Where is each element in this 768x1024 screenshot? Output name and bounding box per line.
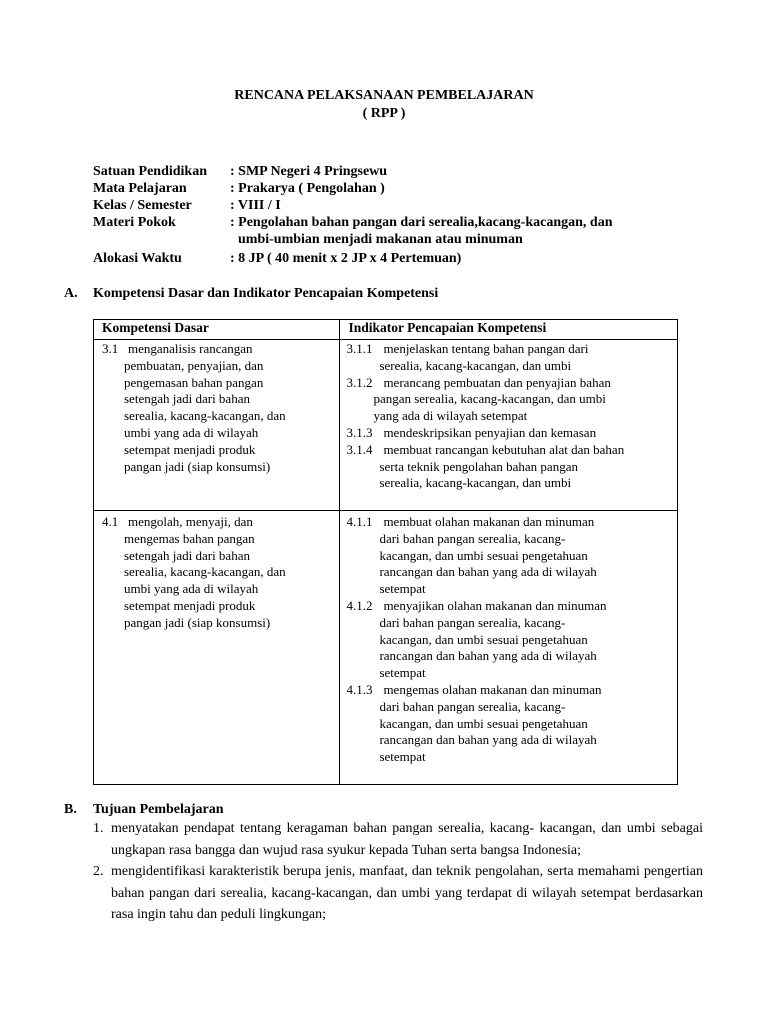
indicator-line: mendeskripsikan penyajian dan kemasan [383,424,597,440]
indicator-line: mengemas olahan makanan dan minuman [383,681,602,697]
list-number: 2. [93,864,104,880]
indicator-line: menjelaskan tentang bahan pangan dari [383,341,589,356]
list-item [93,818,703,861]
indicator-item [346,514,677,598]
identity-label: Alokasi Waktu [93,251,182,266]
kd-line: serealia, kacang-kacangan, dan [124,564,286,580]
kd-line: menganalisis rancangan [128,341,253,356]
column-header: Kompetensi Dasar [94,320,340,340]
indicator-line: membuat olahan makanan dan minuman [383,514,595,529]
indicator-line: setempat [379,665,426,681]
table-row [94,340,678,511]
identity-label: Satuan Pendidikan [93,164,207,179]
identity-label: Kelas / Semester [93,198,192,213]
kd-number: 4.1 [102,514,119,529]
identity-label: Materi Pokok [93,215,176,230]
list-number: 1. [93,821,104,836]
kd-line: pengemasan bahan pangan [124,374,264,390]
indicator-line: serealia, kacang-kacangan, dan umbi [379,475,572,491]
kd-line: setempat menjadi produk [124,597,256,613]
indicator-line: setempat [379,581,426,597]
indicator-cell [340,511,678,785]
kd-line: umbi yang ada di wilayah [124,424,259,440]
kd-line: setengah jadi dari bahan [124,547,250,563]
list-item [93,861,703,926]
kd-line: serealia, kacang-kacangan, dan [124,408,286,424]
table-header-row [94,320,678,340]
kd-cell [94,340,340,511]
indicator-item [346,682,677,766]
document-subtitle: ( RPP ) [362,106,406,121]
indicator-line: rancangan dan bahan yang ada di wilayah [379,732,597,748]
indicator-number: 3.1.3 [346,424,373,440]
indicator-line: membuat rancangan kebutuhan alat dan bahan [383,441,625,457]
column-header: Indikator Pencapaian Kompetensi [340,320,678,340]
indicator-item [346,425,677,442]
kd-line: mengemas bahan pangan [124,530,255,546]
kd-line: pangan jadi (siap konsumsi) [124,458,271,474]
kd-text [124,514,336,632]
indicator-line: pangan serealia, kacang-kacangan, dan umbi [373,391,606,407]
indicator-number: 4.1.3 [346,681,373,697]
section-letter: A. [64,286,78,301]
kd-cell [94,511,340,785]
section-letter: B. [64,802,77,817]
indicator-item [346,375,677,425]
list-text: menyatakan pendapat tentang keragaman bahan pangan serealia, kacang- kacangan, dan umbi sebagai ungkapan rasa bangga dan wujud rasa syukur kepada Tuhan serta bangsa Indonesia; [111,821,703,858]
learning-objectives-list [93,818,703,926]
indicator-cell [340,340,678,511]
identity-value: : SMP Negeri 4 Pringsewu [230,164,388,179]
section-title: Kompetensi Dasar dan Indikator Pencapaian Kompetensi [93,286,439,301]
kd-line: setengah jadi dari bahan [124,391,250,407]
identity-value-continuation: umbi-umbian menjadi makanan atau minuman [238,232,523,247]
identity-value: : Prakarya ( Pengolahan ) [230,181,385,196]
indicator-line: merancang pembuatan dan penyajian bahan [383,374,611,390]
indicator-line: dari bahan pangan serealia, kacang- [379,530,566,546]
kd-line: umbi yang ada di wilayah [124,581,259,597]
identity-value: : VIII / I [230,198,281,213]
indicator-number: 3.1.2 [346,374,373,390]
table-row [94,511,678,785]
indicator-line: yang ada di wilayah setempat [373,408,528,424]
indicator-number: 4.1.1 [346,514,373,529]
identity-label: Mata Pelajaran [93,181,187,196]
kd-text [124,341,336,475]
kd-line: mengolah, menyaji, dan [128,514,253,529]
indicator-item [346,598,677,682]
indicator-number: 3.1.4 [346,441,373,457]
kd-number: 3.1 [102,341,119,356]
indicator-line: dari bahan pangan serealia, kacang- [379,614,566,630]
kd-line: pembuatan, penyajian, dan [124,357,264,373]
identity-value: : 8 JP ( 40 menit x 2 JP x 4 Pertemuan) [230,251,462,266]
identity-value: : Pengolahan bahan pangan dari serealia,kacang-kacangan, dan [230,215,613,230]
competency-table [93,319,678,785]
indicator-number: 3.1.1 [346,341,373,356]
indicator-item [346,442,677,492]
indicator-line: serealia, kacang-kacangan, dan umbi [379,357,572,373]
kd-line: pangan jadi (siap konsumsi) [124,614,271,630]
indicator-item [346,341,677,375]
indicator-line: kacangan, dan umbi sesuai pengetahuan [379,631,588,647]
indicator-line: menyajikan olahan makanan dan minuman [383,597,607,613]
kd-line: setempat menjadi produk [124,441,256,457]
indicator-line: dari bahan pangan serealia, kacang- [379,698,566,714]
indicator-line: serta teknik pengolahan bahan pangan [379,458,578,474]
list-text: mengidentifikasi karakteristik berupa jenis, manfaat, dan teknik pengolahan, serta memahami pengertian bahan pangan dari serealia, kacang-kacangan, dan umbi yang terdapat di wilayah setempat berdasarkan rasa ingin tahu dan peduli lingkungan; [111,864,703,923]
section-title: Tujuan Pembelajaran [93,802,224,817]
document-title: RENCANA PELAKSANAAN PEMBELAJARAN [234,88,534,103]
indicator-line: setempat [379,749,426,765]
indicator-line: kacangan, dan umbi sesuai pengetahuan [379,547,588,563]
indicator-line: rancangan dan bahan yang ada di wilayah [379,564,597,580]
indicator-line: rancangan dan bahan yang ada di wilayah [379,648,597,664]
indicator-line: kacangan, dan umbi sesuai pengetahuan [379,715,588,731]
indicator-number: 4.1.2 [346,597,373,613]
